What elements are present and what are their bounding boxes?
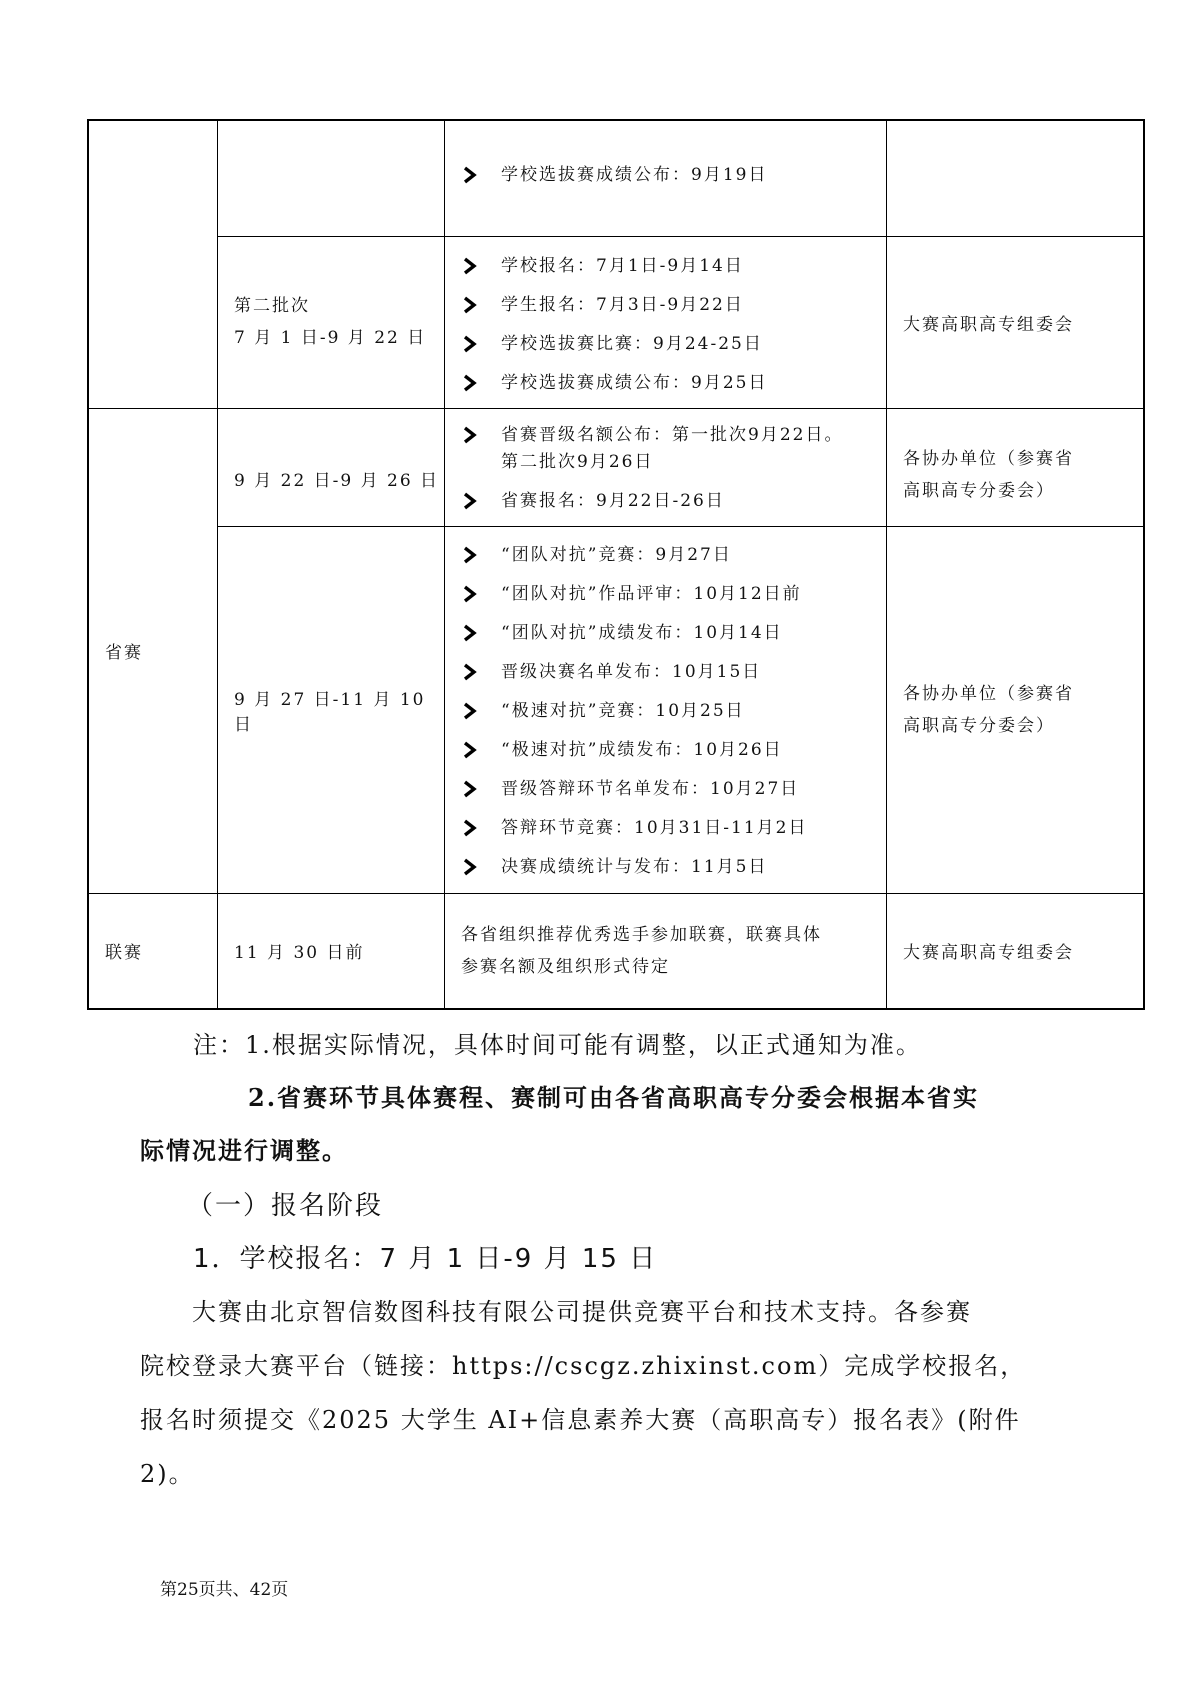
item-text: 晋级决赛名单发布：10月15日: [501, 662, 762, 682]
chevron-right-icon: [461, 585, 479, 603]
item-text: 学校选拔赛成绩公布：9月19日: [501, 164, 768, 185]
section-heading: （一）报名阶段: [187, 1191, 384, 1221]
desc-cell: [445, 893, 887, 1009]
org-cell: [887, 408, 1145, 526]
table-row: [88, 236, 1144, 408]
items-cell: [445, 236, 887, 408]
org-cell-empty: [887, 120, 1145, 236]
list-item: [461, 776, 886, 803]
table-row: [88, 526, 1144, 893]
items-cell: [445, 408, 887, 526]
stage-cell: 省赛: [88, 408, 218, 893]
item-text: 学校报名：7月1日-9月14日: [501, 256, 744, 276]
item-text: “极速对抗”成绩发布：10月26日: [501, 740, 783, 760]
list-item: [461, 162, 886, 189]
item-text: “团队对抗”竞赛：9月27日: [501, 545, 732, 565]
desc-line: 各省组织推荐优秀选手参加联赛，联赛具体: [461, 924, 822, 945]
paragraph-line: 2)。: [140, 1460, 195, 1488]
page-footer: 第25页共、42页: [160, 1580, 289, 1600]
org-cell: 大赛高职高专组委会: [887, 893, 1145, 1009]
chevron-right-icon: [461, 624, 479, 642]
table-row: [88, 408, 1144, 526]
item-text-continued: 第二批次9月26日: [501, 451, 654, 472]
time-cell-empty: [218, 120, 445, 236]
list-item: [461, 737, 886, 764]
item-text: 学校选拔赛成绩公布：9月25日: [501, 373, 768, 393]
chevron-right-icon: [461, 492, 479, 510]
chevron-right-icon: [461, 546, 479, 564]
chevron-right-icon: [461, 780, 479, 798]
item-text: 省赛报名：9月22日-26日: [501, 490, 725, 511]
list-item: [461, 698, 886, 725]
paragraph-line: 院校登录大赛平台（链接：https://cscgz.zhixinst.com）完成学校报名，: [140, 1352, 1027, 1380]
org-cell: [887, 526, 1145, 893]
org-line: 各协办单位（参赛省: [903, 683, 1074, 704]
item-text: 学校选拔赛比赛：9月24-25日: [501, 334, 763, 354]
list-item: [461, 331, 886, 358]
chevron-right-icon: [461, 426, 479, 444]
paragraph-line: 报名时须提交《2025 大学生 AI+信息素养大赛（高职高专）报名表》(附件: [140, 1406, 1021, 1434]
chevron-right-icon: [461, 702, 479, 720]
item-list: [461, 532, 886, 881]
chevron-right-icon: [461, 819, 479, 837]
note-2: 2.省赛环节具体赛程、赛制可由各省高职高专分委会根据本省实: [248, 1083, 980, 1112]
body-paragraph: [140, 1285, 1070, 1501]
org-cell: 大赛高职高专组委会: [887, 236, 1145, 408]
note-2-continued: 际情况进行调整。: [140, 1136, 348, 1165]
item-list: [461, 162, 886, 189]
time-cell: [218, 236, 445, 408]
list-item: [461, 854, 886, 881]
items-cell: [445, 120, 887, 236]
chevron-right-icon: [461, 335, 479, 353]
items-cell: [445, 526, 887, 893]
item-text: 学生报名：7月3日-9月22日: [501, 295, 744, 315]
list-item: [461, 253, 886, 280]
list-item: [461, 292, 886, 319]
time-cell: 11 月 30 日前: [218, 893, 445, 1009]
paragraph-line: 大赛由北京智信数图科技有限公司提供竞赛平台和技术支持。各参赛: [192, 1298, 972, 1326]
list-item: [461, 581, 886, 608]
chevron-right-icon: [461, 257, 479, 275]
chevron-right-icon: [461, 741, 479, 759]
list-item: [461, 620, 886, 647]
item-text: 晋级答辩环节名单发布：10月27日: [501, 779, 800, 799]
desc-line: 参赛名额及组织形式待定: [461, 956, 670, 977]
org-line: 高职高专分委会）: [903, 715, 1055, 736]
table-row: [88, 120, 1144, 236]
list-item: [461, 422, 886, 476]
org-line: 高职高专分委会）: [903, 481, 1055, 501]
item-text: “团队对抗”作品评审：10月12日前: [501, 584, 802, 604]
stage-cell: 联赛: [88, 893, 218, 1009]
list-item: [461, 488, 886, 515]
item-text: 省赛晋级名额公布：第一批次9月22日。: [501, 424, 844, 445]
list-item: [461, 659, 886, 686]
list-item: [461, 370, 886, 397]
list-item: [461, 542, 886, 569]
item-text: 决赛成绩统计与发布：11月5日: [501, 857, 768, 877]
table-row: [88, 893, 1144, 1009]
batch-dates: 7 月 1 日-9 月 22 日: [234, 328, 427, 348]
item-text: “极速对抗”竞赛：10月25日: [501, 701, 745, 721]
org-line: 各协办单位（参赛省: [903, 449, 1074, 469]
time-cell: 9 月 22 日-9 月 26 日: [218, 408, 445, 526]
item-list: [461, 241, 886, 397]
item-text: 答辩环节竞赛：10月31日-11月2日: [501, 818, 808, 838]
time-cell: 9 月 27 日-11 月 10 日: [218, 526, 445, 893]
chevron-right-icon: [461, 296, 479, 314]
section-subheading: 1．学校报名：7 月 1 日-9 月 15 日: [193, 1244, 658, 1274]
batch-label: 第二批次: [234, 296, 310, 316]
list-item: [461, 815, 886, 842]
item-text: “团队对抗”成绩发布：10月14日: [501, 623, 783, 643]
chevron-right-icon: [461, 166, 479, 184]
chevron-right-icon: [461, 858, 479, 876]
stage-cell-empty: [88, 120, 218, 408]
item-list: [461, 414, 886, 515]
schedule-table: [87, 119, 1145, 1010]
note-1: 注：1.根据实际情况，具体时间可能有调整，以正式通知为准。: [193, 1031, 922, 1059]
chevron-right-icon: [461, 663, 479, 681]
chevron-right-icon: [461, 374, 479, 392]
